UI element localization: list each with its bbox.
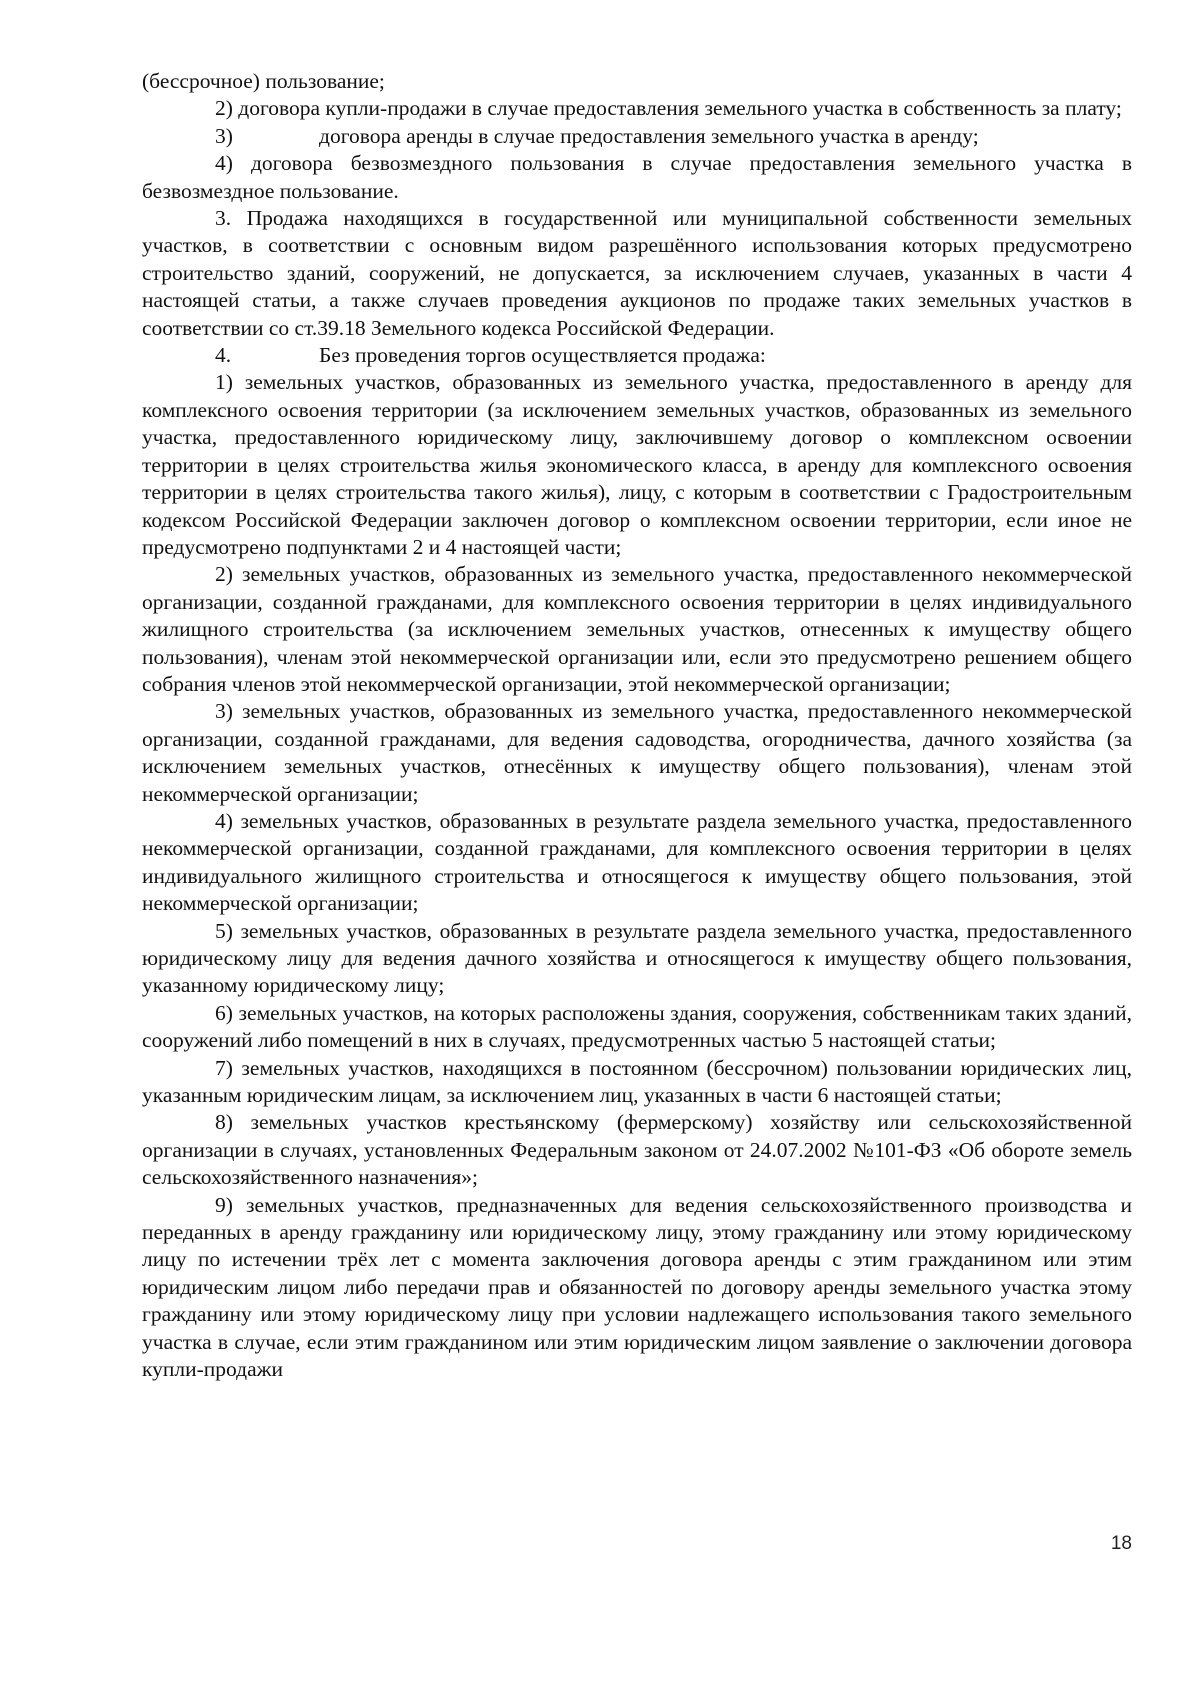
paragraph: 3) земельных участков, образованных из земельного участка, предоставленного некоммерческой организации, созданной гражданами, для ведения садоводства, огородничества, дачного хозяйства (за исключением земельных участков, отнесённых к имуществу общего пользования), членам этой некоммерческой организации;	[142, 699, 1132, 806]
paragraph-number: 3)	[215, 123, 233, 148]
document-body	[142, 68, 1132, 1384]
paragraph: 9) земельных участков, предназначенных для ведения сельскохозяйственного производства и переданных в аренду гражданину или юридическому лицу, этому гражданину или этому юридическому лицу по истечении трёх лет с момента заключения договора аренды с этим гражданином или этим юридическим лицом либо передачи прав и обязанностей по договору аренды земельного участка этому гражданину или этому юридическому лицу при условии надлежащего использования такого земельного участка в случае, если этим гражданином или этим юридическим лицом заявление о заключении договора купли-продажи	[142, 1192, 1132, 1382]
paragraph: 1) земельных участков, образованных из земельного участка, предоставленного в аренду для комплексного освоения территории (за исключением земельных участков, образованных из земельного участка, предоставленного юридическому лицу, заключившему договор о комплексном освоении территории в целях строительства жилья экономического класса, в аренду для комплексного освоения территории в целях строительства такого жилья), лицу, с которым в соответствии с Градостроительным кодексом Российской Федерации заключен договор о комплексном освоении территории, если иное не предусмотрено подпунктами 2 и 4 настоящей части;	[142, 370, 1132, 559]
paragraph: 5) земельных участков, образованных в результате раздела земельного участка, предоставленного юридическому лицу для ведения дачного хозяйства и относящегося к имуществу общего пользования, указанному юридическому лицу;	[142, 918, 1132, 998]
paragraph: 4) земельных участков, образованных в результате раздела земельного участка, предоставленного некоммерческой организации, созданной гражданами, для комплексного освоения территории в целях индивидуального жилищного строительства и относящегося к имуществу общего пользования, этой некоммерческой организации;	[142, 808, 1132, 916]
paragraph-text: договора аренды в случае предоставления земельного участка в аренду;	[319, 123, 979, 148]
paragraph	[142, 342, 1132, 369]
paragraph: 3. Продажа находящихся в государственной или муниципальной собственности земельных участков, в соответствии с основным видом разрешённого использования которых предусмотрено строительство зданий, сооружений, не допускается, за исключением случаев, указанных в части 4 настоящей статьи, а также случаев проведения аукционов по продаже таких земельных участков в соответствии со ст.39.18 Земельного кодекса Российской Федерации.	[142, 206, 1132, 340]
paragraph-number: 4.	[215, 343, 232, 368]
paragraph-text: Без проведения торгов осуществляется продажа:	[319, 343, 766, 368]
paragraph: 8) земельных участков крестьянскому (фермерскому) хозяйству или сельскохозяйственной организации в случаях, установленных Федеральным законом от 24.07.2002 №101-ФЗ «Об обороте земель сельскохозяйственного назначения»;	[142, 1110, 1132, 1190]
paragraph	[142, 123, 1132, 150]
paragraph: 2) земельных участков, образованных из земельного участка, предоставленного некоммерческой организации, созданной гражданами, для комплексного освоения территории в целях индивидуального жилищного строительства (за исключением земельных участков, отнесенных к имуществу общего пользования), членам этой некоммерческой организации или, если это предусмотрено решением общего собрания членов этой некоммерческой организации, этой некоммерческой организации;	[142, 562, 1132, 696]
paragraph: 6) земельных участков, на которых расположены здания, сооружения, собственникам таких зданий, сооружений либо помещений в них в случаях, предусмотренных частью 5 настоящей статьи;	[142, 1000, 1132, 1053]
paragraph: (бессрочное) пользование;	[142, 69, 385, 93]
paragraph: 4) договора безвозмездного пользования в случае предоставления земельного участка в безвозмездное пользование.	[142, 151, 1132, 203]
paragraph: 7) земельных участков, находящихся в постоянном (бессрочном) пользовании юридических лиц, указанным юридическим лицам, за исключением лиц, указанных в части 6 настоящей статьи;	[142, 1055, 1132, 1108]
page-number: 18	[1110, 1533, 1132, 1554]
paragraph: 2) договора купли-продажи в случае предоставления земельного участка в собственность за плату;	[215, 96, 1122, 121]
